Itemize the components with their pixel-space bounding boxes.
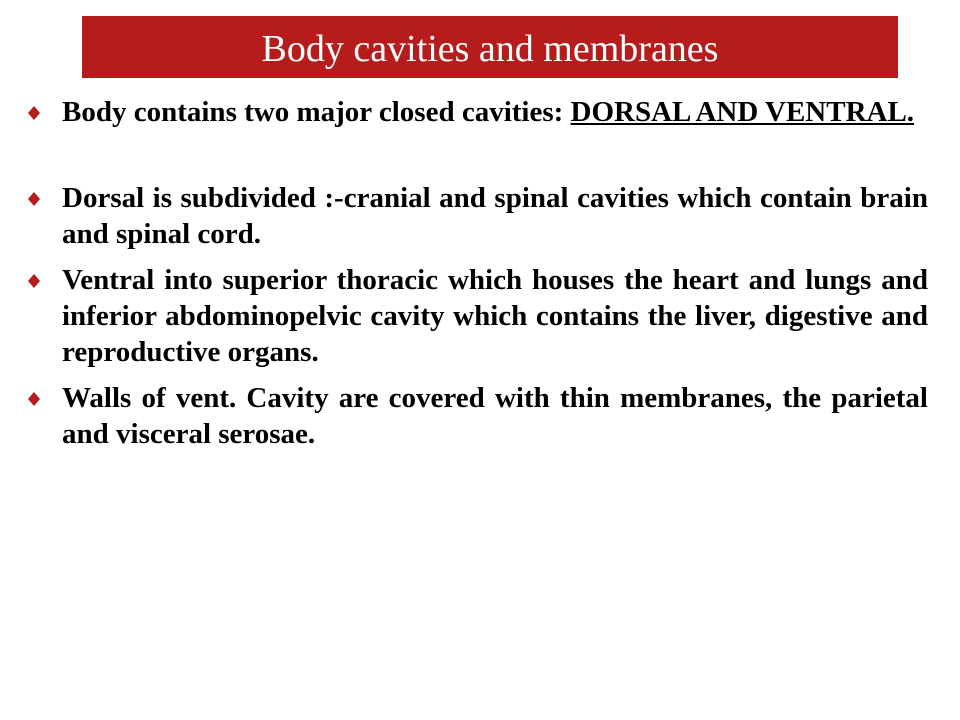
bullet-text: Walls of vent. Cavity are covered with thin membranes, the parietal and visceral serosae. <box>62 382 928 450</box>
diamond-icon <box>28 274 40 288</box>
bullet-item-3 <box>28 262 928 370</box>
bullet-item-2 <box>28 180 928 252</box>
bullet-text: Dorsal is subdivided :-cranial and spinal cavities which contain brain and spinal cord. <box>62 182 928 250</box>
bullet-emphasis: DORSAL AND VENTRAL. <box>570 96 915 128</box>
diamond-icon <box>28 392 40 406</box>
title-bar <box>82 16 898 78</box>
slide-title: Body cavities and membranes <box>261 28 719 70</box>
bullet-text: Body contains two major closed cavities: <box>62 96 571 128</box>
bullet-text: Ventral into superior thoracic which houses the heart and lungs and inferior abdominopelvic cavity which contains the liver, digestive and reproductive organs. <box>62 264 928 368</box>
bullet-item-1 <box>28 94 928 130</box>
bullet-list <box>28 94 928 452</box>
bullet-item-4 <box>28 380 928 452</box>
diamond-icon <box>28 106 40 120</box>
diamond-icon <box>28 192 40 206</box>
